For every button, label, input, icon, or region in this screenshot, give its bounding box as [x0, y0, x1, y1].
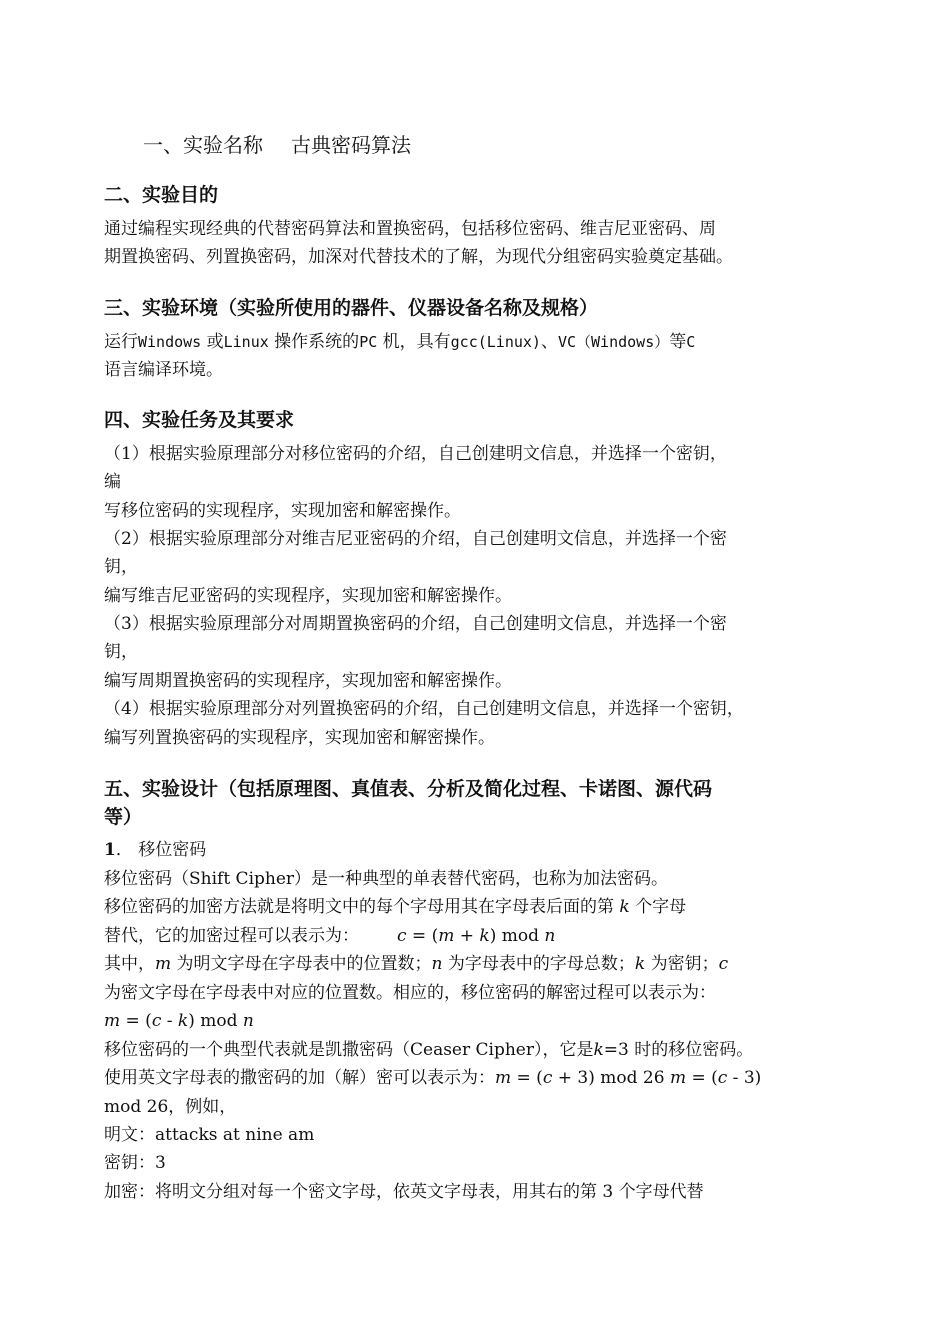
- experiment-title: [143, 131, 411, 159]
- paragraph-line: 语言编译环境。: [104, 360, 223, 380]
- key-example: 密钥：3: [104, 1153, 166, 1173]
- task-line: 钥，: [104, 642, 138, 662]
- task-line: 编写维吉尼亚密码的实现程序，实现加密和解密操作。: [104, 586, 512, 606]
- task-line: （2）根据实验原理部分对维吉尼亚密码的介绍，自己创建明文信息，并选择一个密: [104, 529, 727, 549]
- paragraph-line: 使用英文字母表的撒密码的加（解）密可以表示为：m = (c + 3) mod 26 m = (c - 3): [104, 1068, 762, 1088]
- paragraph-line: mod 26，例如，: [104, 1097, 237, 1117]
- paragraph-line: 替代，它的加密过程可以表示为： c = (m + k) mod n: [104, 926, 556, 946]
- task-line: 编: [104, 472, 121, 492]
- task-line: 编写周期置换密码的实现程序，实现加密和解密操作。: [104, 671, 512, 691]
- plaintext-example: 明文：attacks at nine am: [104, 1125, 315, 1145]
- paragraph-line: 期置换密码、列置换密码，加深对代替技术的了解，为现代分组密码实验奠定基础。: [104, 247, 733, 267]
- task-line: （4）根据实验原理部分对列置换密码的介绍，自己创建明文信息，并选择一个密钥，: [104, 699, 744, 719]
- paragraph-line: 通过编程实现经典的代替密码算法和置换密码，包括移位密码、维吉尼亚密码、周: [104, 219, 716, 239]
- decryption-formula: m = (c - k) mod n: [104, 1011, 254, 1031]
- paragraph-line: 移位密码（Shift Cipher）是一种典型的单表替代密码，也称为加法密码。: [104, 869, 669, 889]
- task-line: 写移位密码的实现程序，实现加密和解密操作。: [104, 501, 461, 521]
- section-heading-tasks: 四、实验任务及其要求: [104, 409, 295, 431]
- section-heading-design-cont: 等）: [104, 806, 143, 828]
- paragraph-line: 移位密码的一个典型代表就是凯撒密码（Ceaser Cipher），它是k=3 时的移位密码。: [104, 1040, 754, 1060]
- section-heading-environment: 三、实验环境（实验所使用的器件、仪器设备名称及规格）: [104, 297, 599, 319]
- environment-line: 运行Windows 或Linux 操作系统的PC 机，具有gcc(Linux)、VC（Windows）等C: [104, 332, 696, 352]
- encryption-step: 加密：将明文分组对每一个密文字母，依英文字母表，用其右的第 3 个字母代替: [104, 1182, 704, 1202]
- subsection-number: 1: [104, 840, 116, 860]
- task-line: 编写列置换密码的实现程序，实现加密和解密操作。: [104, 728, 495, 748]
- task-line: 钥，: [104, 557, 138, 577]
- task-line: （1）根据实验原理部分对移位密码的介绍，自己创建明文信息，并选择一个密钥，: [104, 444, 727, 464]
- title-label: 一、实验名称: [143, 133, 263, 157]
- task-line: （3）根据实验原理部分对周期置换密码的介绍，自己创建明文信息，并选择一个密: [104, 614, 727, 634]
- section-heading-purpose: 二、实验目的: [104, 184, 219, 206]
- section-heading-design: 五、实验设计（包括原理图、真值表、分析及简化过程、卡诺图、源代码: [104, 778, 713, 800]
- subsection-label: ． 移位密码: [115, 840, 207, 860]
- title-name: 古典密码算法: [291, 133, 411, 157]
- paragraph-line: 其中，m 为明文字母在字母表中的位置数；n 为字母表中的字母总数；k 为密钥；c: [104, 954, 729, 974]
- paragraph-line: 移位密码的加密方法就是将明文中的每个字母用其在字母表后面的第 k 个字母: [104, 897, 687, 917]
- encryption-formula: c = (m + k) mod n: [397, 926, 556, 946]
- paragraph-line: 为密文字母在字母表中对应的位置数。相应的，移位密码的解密过程可以表示为：: [104, 983, 716, 1003]
- subsection-title: [104, 836, 206, 864]
